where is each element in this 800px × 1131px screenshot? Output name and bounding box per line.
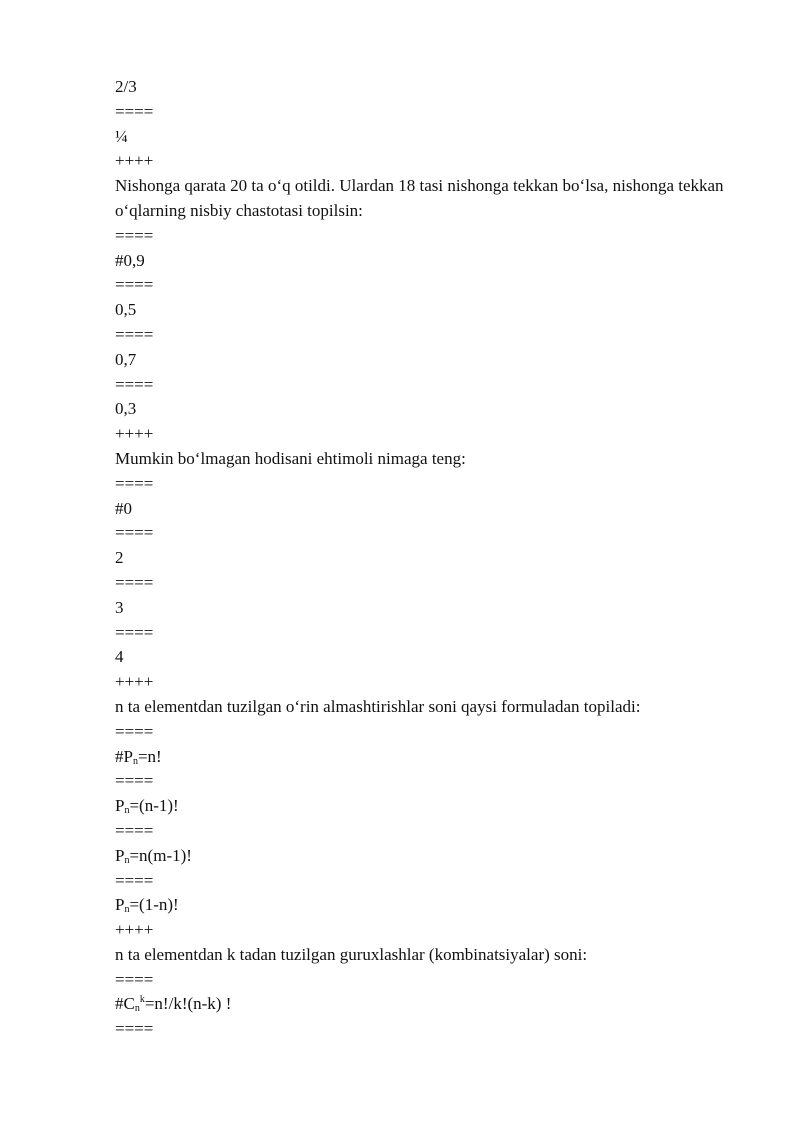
option-separator: ==== [115,870,154,890]
answer-option: 0,3 [115,399,137,419]
answer-option: 0,7 [115,349,137,369]
document-body [115,75,745,1042]
answer-option: 2/3 [115,77,137,96]
formula-subscript: n [134,1003,140,1015]
formula-base: P [115,845,125,865]
formula-base: #C [115,994,135,1014]
option-separator: ==== [115,1019,154,1039]
formula-base: P [115,895,125,915]
option-separator: ==== [115,101,154,121]
formula-superscript: k [139,994,145,1006]
answer-option: 0,5 [115,300,137,320]
correct-answer-formula [115,745,745,770]
formula-base: P [115,796,125,816]
question-separator: ++++ [115,672,154,692]
formula-base: #P [115,746,133,766]
option-separator: ==== [115,523,154,543]
formula-subscript: n [124,854,130,866]
answer-option: 2 [115,548,124,568]
question-separator: ++++ [115,424,154,444]
correct-answer-option: #0,9 [115,250,145,270]
option-separator: ==== [115,820,154,840]
formula-rest: =(n-1)! [129,796,179,816]
formula-rest: =n! [137,746,162,766]
option-separator: ==== [115,969,154,989]
correct-answer-option: #0 [115,498,132,518]
option-separator: ==== [115,324,154,344]
answer-option: 3 [115,597,124,617]
question-text: n ta elementdan tuzilgan o‘rin almashtirishlar soni qaysi formuladan topiladi: [115,696,641,716]
answer-option: 4 [115,647,124,667]
answer-formula [115,893,745,918]
answer-option: ¼ [115,126,128,146]
question-text: n ta elementdan k tadan tuzilgan guruxlashlar (kombinatsiyalar) soni: [115,944,588,964]
option-separator: ==== [115,721,154,741]
answer-formula [115,794,745,819]
option-separator: ==== [115,473,154,493]
option-separator: ==== [115,374,154,394]
question-separator: ++++ [115,920,154,940]
answer-formula [115,844,745,869]
formula-subscript: n [124,904,130,916]
question-text: Mumkin bo‘lmagan hodisani ehtimoli nimaga teng: [115,448,466,468]
formula-rest: =(1-n)! [129,895,179,915]
formula-subscript: n [124,805,130,817]
option-separator: ==== [115,275,154,295]
correct-answer-formula [115,992,745,1017]
question-text: Nishonga qarata 20 ta o‘q otildi. Ulardan 18 tasi nishonga tekkan bo‘lsa, nishonga tekkan o‘qlarning nisbiy chastotasi topilsin: [115,176,724,220]
option-separator: ==== [115,572,154,592]
option-separator: ==== [115,225,154,245]
option-separator: ==== [115,622,154,642]
formula-rest: =n(m-1)! [129,845,192,865]
formula-rest: =n!/k!(n-k) ! [144,994,232,1014]
option-separator: ==== [115,771,154,791]
question-separator: ++++ [115,151,154,171]
formula-subscript: n [132,755,138,767]
